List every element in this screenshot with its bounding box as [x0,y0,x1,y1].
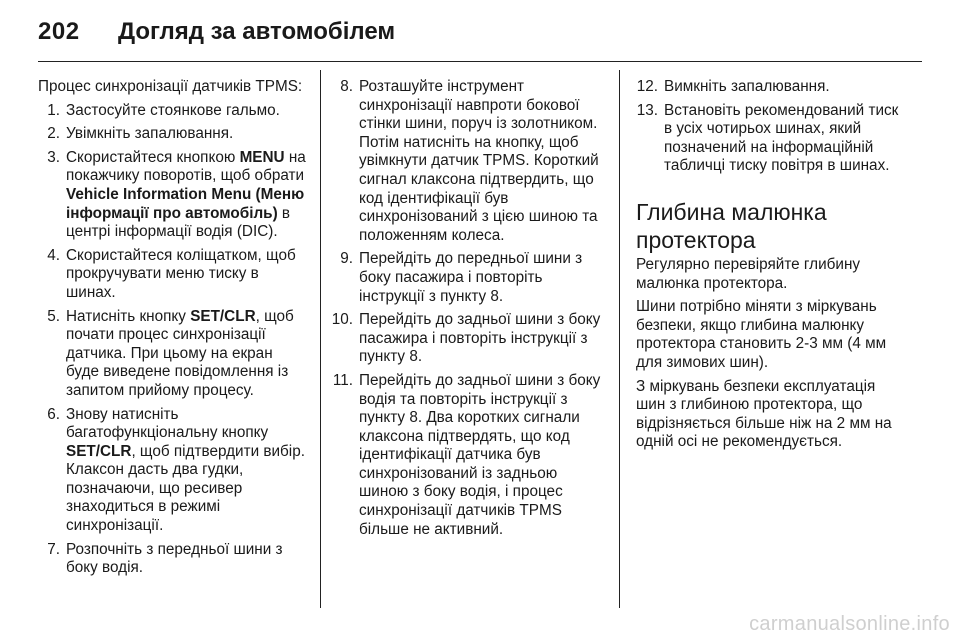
column-2 [331,78,606,539]
list-item-text: Перейдіть до задньої шини з боку пасажира і повторіть інструкції з пункту 8. [359,311,601,366]
page-number: 202 [38,18,80,45]
list-item-number: 4. [47,246,60,264]
section-heading: Глибина малюнка протектора [636,198,827,253]
list-item-text: Натисніть кнопку SET/CLR, щоб почати процес синхронізації датчика. При цьому на екран буде виведене повідомлення із запитом прийому процесу. [66,307,294,399]
list-item-number: 8. [340,78,353,95]
list-item-text: Увімкніть запалювання. [66,125,234,143]
column-3 [636,78,908,452]
list-item [38,406,306,536]
section-paragraph: З міркувань безпеки експлуатація шин з глибиною протектора, що відрізняється більше ніж на 2 мм на одній осі не рекомендується. [636,377,892,451]
list-item-number: 7. [47,540,60,558]
list-item [331,311,606,367]
steps-list-b [331,78,606,539]
list-item-text: Перейдіть до задньої шини з боку водія та повторіть інструкції з пункту 8. Два коротких сигнали клаксона підтвердять, що код ідентифікації датчика був синхронізований із задньою шиною з боку водія, і процес синхронізації датчиків TPMS більше не активний. [359,371,601,538]
list-item [38,247,306,303]
list-item-number: 10. [331,311,353,329]
list-item-number: 11. [332,371,353,389]
section-paragraph: Шини потрібно міняти з міркувань безпеки, якщо глибина малюнку протектора становить 2-3 мм (4 мм для зимових шин). [636,298,887,371]
list-item [38,541,306,578]
section-paragraph: Регулярно перевіряйте глибину малюнка протектора. [636,255,861,292]
list-item-text: Знову натисніть багатофункціональну кнопку SET/CLR, щоб підтвердити вибір. Клаксон дасть два гудки, позначаючи, що ресивер знаходиться в режимі синхронізації. [66,405,305,535]
list-item-text: Скористайтеся коліщатком, щоб прокручувати меню тиску в шинах. [66,246,296,301]
list-item-text: Вимкніть запалювання. [664,78,830,95]
column-1 [38,78,306,578]
list-item-number: 6. [47,405,60,423]
list-item-number: 13. [636,101,658,119]
list-item [636,78,908,97]
list-item-text: Скористайтеся кнопкою MENU на покажчику поворотів, щоб обрати Vehicle Information Menu (Меню інформації про автомобіль) в центрі інформації водія (DIC). [66,148,306,241]
list-item-number: 1. [47,101,60,119]
list-item-text: Перейдіть до передньої шини з боку пасажира і повторіть інструкції з пункту 8. [359,250,583,305]
list-item [331,78,606,245]
column-divider-2 [619,70,620,608]
page-title: Догляд за автомобілем [118,18,396,45]
watermark: carmanualsonline.info [749,613,950,635]
list-item-number: 12. [636,78,658,95]
list-item [636,102,908,176]
list-item [38,125,306,144]
page-header [38,14,922,54]
list-item-number: 2. [47,125,60,143]
intro-text: Процес синхронізації датчиків TPMS: [38,78,303,95]
list-item [38,308,306,401]
list-item [38,149,306,242]
list-item-number: 3. [47,148,60,166]
list-item-text: Розпочніть з передньої шини з боку водія. [66,540,283,577]
header-rule [38,61,922,62]
list-item-text: Розташуйте інструмент синхронізації навпроти бокової стінки шини, поруч із золотником. Потім натисніть на кнопку, щоб увімкнути датчик TPMS. Короткий сигнал клаксона підтвердить, що код ідентифікації був синхронізований з цією шиною та положенням колеса. [359,78,599,244]
list-item-text: Встановіть рекомендований тиск в усіх чотирьох шинах, який позначений на інформаційній табличці тиску повітря в шинах. [664,101,899,175]
list-item [331,250,606,306]
list-item-text: Застосуйте стоянкове гальмо. [66,101,280,119]
column-divider-1 [320,70,321,608]
steps-list-c [636,78,908,176]
list-item [331,372,606,539]
steps-list-a [38,102,306,578]
list-item-number: 5. [47,307,60,325]
list-item-number: 9. [340,250,353,268]
list-item [38,102,306,121]
